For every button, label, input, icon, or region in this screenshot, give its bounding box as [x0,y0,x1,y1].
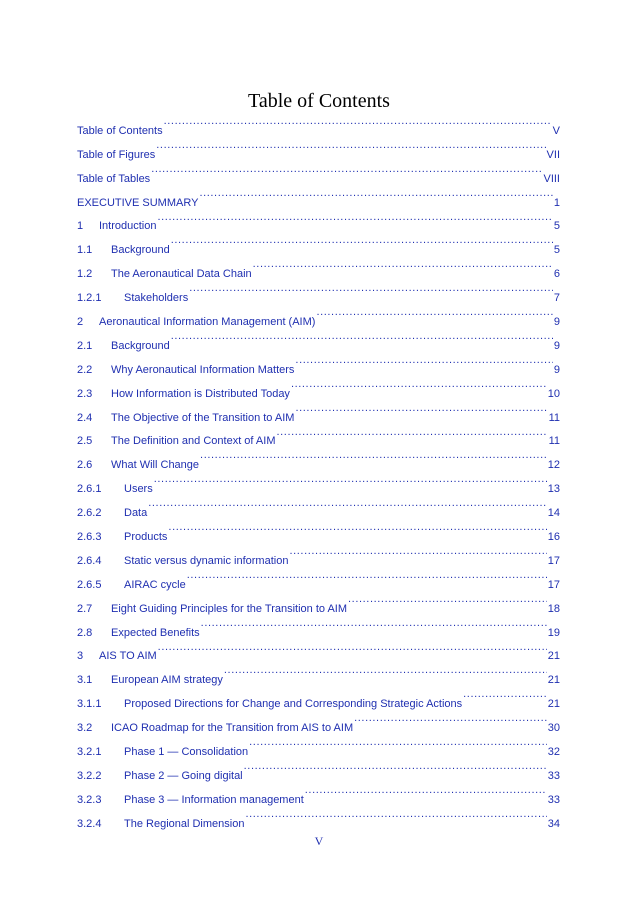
toc-entry-page[interactable]: 9 [553,316,560,329]
toc-dot-leader [201,612,547,636]
toc-entry-number: 1.1 [77,244,93,257]
toc-entry[interactable] [77,110,560,137]
toc-entry-title[interactable]: Phase 1 — Consolidation [124,746,249,759]
toc-entry-number: 2.6.5 [77,578,102,591]
toc-entry-page[interactable]: 12 [547,459,560,472]
toc-entry-number: 1 [77,220,84,233]
toc-entry-title[interactable]: Why Aeronautical Information Matters [111,363,295,376]
toc-entry-number: 2.5 [77,435,93,448]
toc-entry-page[interactable]: V [552,124,560,137]
toc-entry-page[interactable]: 7 [553,292,560,305]
toc-entry-title[interactable]: Users [124,483,153,496]
toc-dot-leader [249,731,547,755]
toc-dot-leader [171,325,553,349]
toc-entry-number: 3.1 [77,674,93,687]
toc-entry-page[interactable]: 5 [553,220,560,233]
toc-entry[interactable] [77,492,560,520]
toc-entry-title[interactable]: Static versus dynamic information [124,554,289,567]
toc-entry-title[interactable]: EXECUTIVE SUMMARY [77,196,199,209]
toc-entry-page[interactable]: 30 [547,722,560,735]
toc-entry-number: 3.2.1 [77,746,102,759]
toc-entry-page[interactable]: 1 [553,196,560,209]
toc-dot-leader [348,588,547,612]
toc-entry-number: 2.7 [77,602,93,615]
toc-entry-title[interactable]: Background [111,339,170,352]
toc-dot-leader [305,779,547,803]
toc-entry-number: 2 [77,316,84,329]
toc-entry-number: 2.3 [77,387,93,400]
toc-entry-page[interactable]: 21 [547,674,560,687]
toc-entry-page[interactable]: VII [546,148,560,161]
toc-entry-number: 2.1 [77,339,93,352]
toc-entry-page[interactable]: 16 [547,531,560,544]
toc-entry-title[interactable]: Data [124,507,148,520]
toc-dot-leader [245,803,546,827]
page-number: V [314,834,324,848]
toc-entry-page[interactable]: VIII [543,172,560,185]
toc-entry-page[interactable]: 11 [548,435,560,448]
toc-entry-title[interactable]: Products [124,531,168,544]
toc-entry-number: 3.2.3 [77,793,102,806]
toc-entry-page[interactable]: 14 [547,507,560,520]
toc-dot-leader [253,253,553,277]
toc-dot-leader [151,158,542,182]
toc-entry-page[interactable]: 10 [547,387,560,400]
toc-entry-number: 1.2 [77,268,93,281]
toc-dot-leader [187,564,547,588]
toc-entry-title[interactable]: The Definition and Context of AIM [111,435,276,448]
toc-entry-number: 2.8 [77,626,93,639]
toc-entry-number: 3.2.2 [77,769,102,782]
toc-entry-number: 3.1.1 [77,698,102,711]
toc-entry-title[interactable]: European AIM strategy [111,674,223,687]
toc-entry-number: 2.6 [77,459,93,472]
toc-entry-page[interactable]: 19 [547,626,560,639]
toc-list [77,110,560,830]
toc-entry-title[interactable]: Background [111,244,170,257]
toc-entry-number: 3.2 [77,722,93,735]
toc-dot-leader [154,468,547,492]
toc-dot-leader [157,206,552,230]
toc-dot-leader [168,516,546,540]
toc-entry-page[interactable]: 13 [547,483,560,496]
toc-dot-leader [291,373,547,397]
toc-entry-title[interactable]: Introduction [99,220,157,233]
toc-entry-title[interactable]: Proposed Directions for Change and Corresponding Strategic Actions [124,698,463,711]
toc-entry-page[interactable]: 33 [547,769,560,782]
toc-dot-leader [189,277,553,301]
toc-entry-page[interactable]: 18 [547,602,560,615]
toc-entry-page[interactable]: 17 [547,578,560,591]
toc-dot-leader [148,492,547,516]
toc-entry-page[interactable]: 32 [547,746,560,759]
toc-entry-title[interactable]: Phase 2 — Going digital [124,769,243,782]
toc-entry-number: 2.6.3 [77,531,102,544]
toc-dot-leader [295,397,547,421]
toc-dot-leader [158,636,547,660]
toc-entry-number: 1.2.1 [77,292,102,305]
toc-dot-leader [244,755,547,779]
toc-entry-number: 3.2.4 [77,817,102,830]
toc-entry-page[interactable]: 6 [553,268,560,281]
toc-entry-number: 3 [77,650,84,663]
toc-dot-leader [463,683,547,707]
toc-dot-leader [295,349,552,373]
toc-dot-leader [156,134,545,158]
toc-entry-title[interactable]: What Will Change [111,459,200,472]
toc-entry-page[interactable]: 9 [553,339,560,352]
toc-dot-leader [171,229,553,253]
toc-entry-page[interactable]: 34 [547,817,560,830]
toc-entry-page[interactable]: 33 [547,793,560,806]
toc-dot-leader [289,540,546,564]
toc-dot-leader [199,182,552,206]
toc-entry-title[interactable]: AIRAC cycle [124,578,186,591]
toc-entry-title[interactable]: How Information is Distributed Today [111,387,290,400]
toc-dot-leader [354,707,547,731]
toc-entry[interactable] [77,516,560,544]
toc-entry-page[interactable]: 17 [547,554,560,567]
toc-entry-title[interactable]: The Objective of the Transition to AIM [111,411,295,424]
toc-entry-page[interactable]: 5 [553,244,560,257]
toc-entry-title[interactable]: Table of Contents [77,124,163,137]
toc-dot-leader [224,659,547,683]
toc-entry-page[interactable]: 21 [547,698,560,711]
toc-entry-title[interactable]: AIS TO AIM [99,650,157,663]
toc-entry-number: 2.6.4 [77,554,102,567]
toc-entry-title[interactable]: Eight Guiding Principles for the Transition to AIM [111,602,348,615]
toc-entry-page[interactable]: 9 [553,363,560,376]
toc-entry-title[interactable]: Aeronautical Information Management (AIM) [99,316,316,329]
toc-entry-title[interactable]: ICAO Roadmap for the Transition from AIS to AIM [111,722,354,735]
page-title: Table of Contents [248,90,390,112]
toc-entry-title[interactable]: Stakeholders [124,292,189,305]
toc-entry-number: 2.2 [77,363,93,376]
toc-entry-title[interactable]: The Regional Dimension [124,817,245,830]
toc-entry-number: 2.4 [77,411,93,424]
toc-entry-number: 2.6.1 [77,483,102,496]
toc-dot-leader [316,301,552,325]
toc-entry-page[interactable]: 21 [547,650,560,663]
toc-dot-leader [164,110,552,134]
toc-entry-number: 2.6.2 [77,507,102,520]
toc-entry-title[interactable]: Table of Tables [77,172,151,185]
toc-dot-leader [200,444,547,468]
toc-entry-title[interactable]: Phase 3 — Information management [124,793,304,806]
toc-dot-leader [276,421,547,445]
toc-entry-title[interactable]: Expected Benefits [111,626,200,639]
toc-entry-title[interactable]: Table of Figures [77,148,156,161]
toc-entry-page[interactable]: 11 [548,411,560,424]
toc-entry-title[interactable]: The Aeronautical Data Chain [111,268,252,281]
